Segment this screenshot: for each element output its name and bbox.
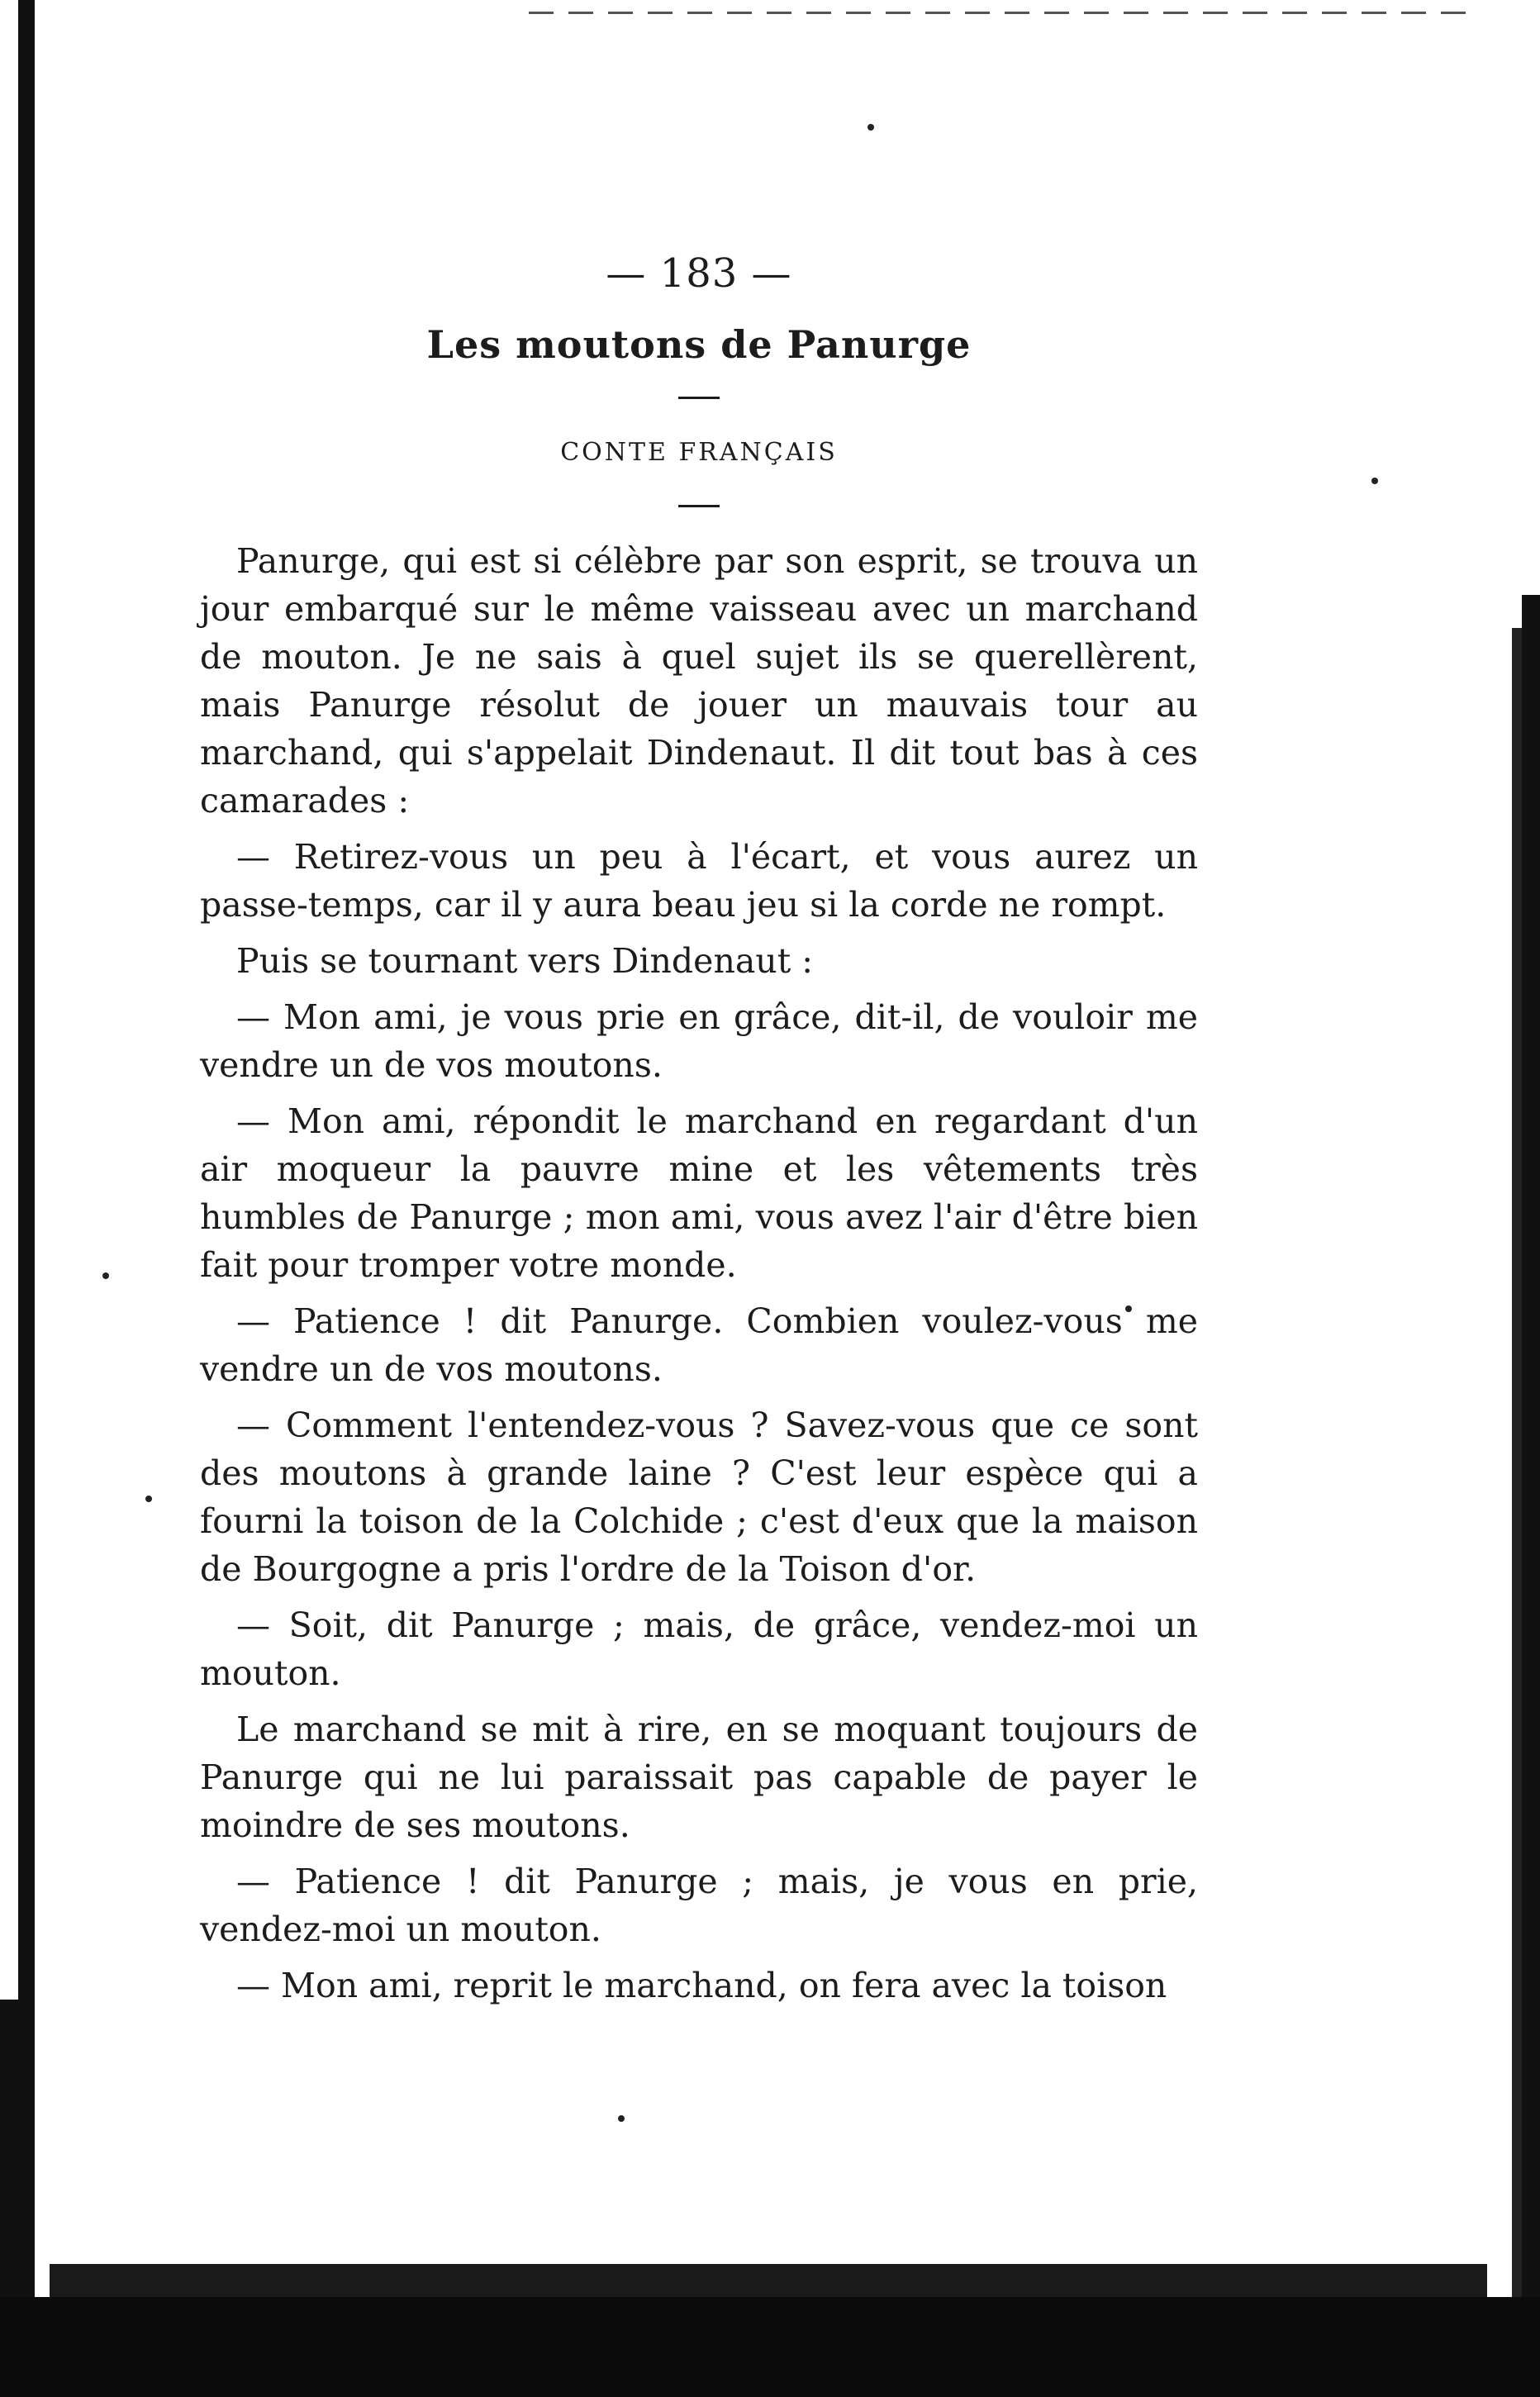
title-divider — [678, 397, 720, 399]
paragraph: — Patience ! dit Panurge ; mais, je vous en prie, vendez-moi un mouton. — [200, 1862, 1198, 1949]
scan-speck — [102, 1272, 109, 1279]
scan-speck — [618, 2115, 625, 2122]
scan-right-edge — [1512, 628, 1522, 2363]
scan-speck — [145, 1496, 152, 1502]
story-subtitle: CONTE FRANÇAIS — [560, 438, 838, 467]
paragraph: Panurge, qui est si célèbre par son esprit, se trouva un jour embarqué sur le même vaisseau avec un marchand de mouton. Je ne sais à quel sujet ils se querellèrent, mais Panurge résolut de jouer un mauvais tour au marchand, qui s'appelait Dindenaut. Il dit tout bas à ces camarades : — [200, 541, 1198, 820]
scan-speck — [1371, 478, 1378, 484]
scan-top-dashes — [529, 12, 1479, 14]
scan-bottom-border — [0, 2297, 1540, 2397]
paragraph: — Patience ! dit Panurge. Combien voulez-vous me vendre un de vos moutons. — [200, 1301, 1198, 1389]
subtitle-divider — [678, 505, 720, 507]
paragraph: Le marchand se mit à rire, en se moquant toujours de Panurge qui ne lui paraissait pas capable de payer le moindre de ses moutons. — [200, 1710, 1198, 1845]
page-content — [200, 240, 1198, 2018]
scan-left-border — [18, 0, 35, 2397]
paragraph: — Comment l'entendez-vous ? Savez-vous que ce sont des moutons à grande laine ? C'est leur espèce qui a fourni la toison de la Colchide ; c'est d'eux que la maison de Bourgogne a pris l'ordre de la Toison d'or. — [200, 1405, 1198, 1589]
paragraph: — Soit, dit Panurge ; mais, de grâce, vendez-moi un mouton. — [200, 1605, 1198, 1693]
paragraph: — Mon ami, répondit le marchand en regardant d'un air moqueur la pauvre mine et les vêtements très humbles de Panurge ; mon ami, vous avez l'air d'être bien fait pour tromper votre monde. — [200, 1101, 1198, 1285]
paragraph: — Mon ami, reprit le marchand, on fera avec la toison — [236, 1966, 1167, 2005]
scan-right-border — [1522, 595, 1540, 2397]
paragraph: — Retirez-vous un peu à l'écart, et vous aurez un passe-temps, car il y aura beau jeu si la corde ne rompt. — [200, 837, 1198, 925]
story-title: Les moutons de Panurge — [426, 322, 972, 367]
page-number: — 183 — — [606, 250, 792, 297]
scan-speck — [867, 124, 874, 131]
paragraph: Puis se tournant vers Dindenaut : — [236, 941, 814, 981]
paragraph: — Mon ami, je vous prie en grâce, dit-il, de vouloir me vendre un de vos moutons. — [200, 997, 1198, 1085]
